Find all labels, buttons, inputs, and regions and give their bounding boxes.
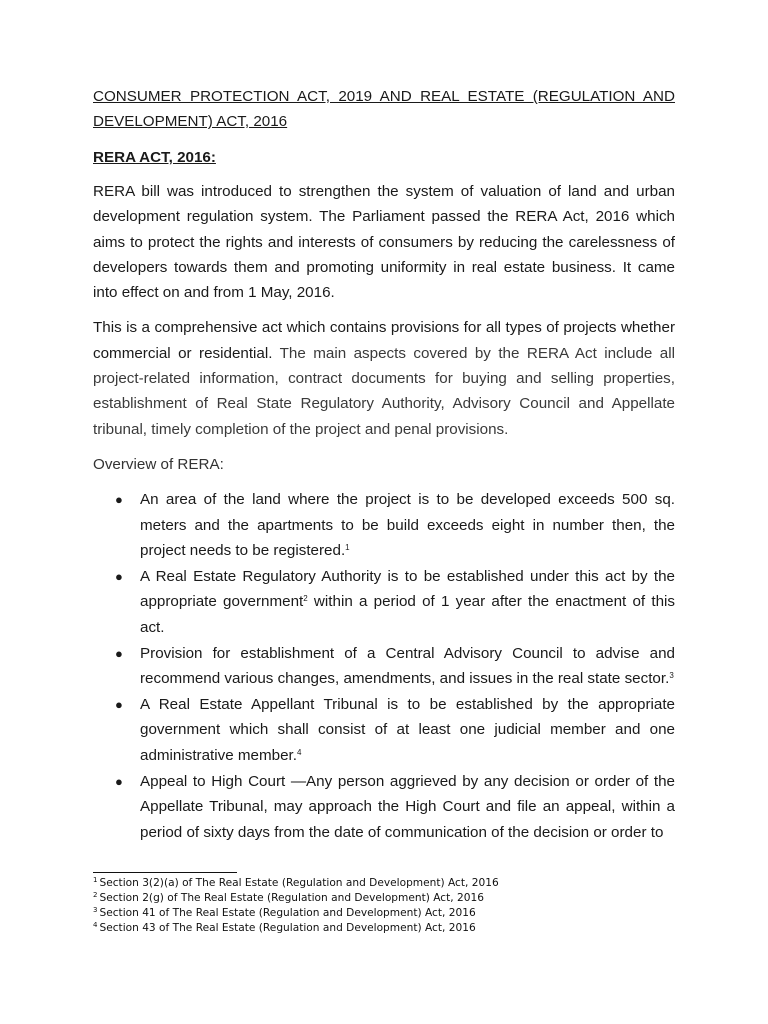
footnote: [93, 921, 675, 936]
overview-label: Overview of RERA:: [93, 455, 224, 473]
list-item: [93, 769, 675, 846]
list-item-text: A Real Estate Appellant Tribunal is to be established by the appropriate government which shall consist of at least one judicial member and one administrative member.: [140, 695, 675, 764]
footnote-text: Section 41 of The Real Estate (Regulation and Development) Act, 2016: [99, 907, 476, 919]
footnote-text: Section 43 of The Real Estate (Regulation and Development) Act, 2016: [99, 922, 476, 934]
scope-paragraph-part-1: This is a comprehensive act which contains provisions for all types of projects whether commercial or residential.: [93, 319, 675, 362]
footnote-number: 1: [93, 876, 98, 884]
document-body: [93, 84, 675, 845]
list-item-text: An area of the land where the project is to be developed exceeds 500 sq. meters and the apartments to be build exceeds eight in number then, the project needs to be registered.: [140, 490, 675, 560]
footnote-text: Section 2(g) of The Real Estate (Regulation and Development) Act, 2016: [99, 892, 484, 904]
title-line-1: CONSUMER PROTECTION ACT, 2019 AND REAL ESTATE (REGULATION AND: [93, 88, 675, 105]
list-item-text: A Real Estate Regulatory Authority is to be established under this act by the appropriate government: [140, 567, 675, 611]
footnote: [93, 906, 675, 921]
list-item: [93, 641, 675, 692]
scope-paragraph: [93, 315, 675, 441]
footnote: [93, 891, 675, 906]
footnote-ref: 1: [345, 543, 350, 553]
footnote-separator: [93, 872, 237, 873]
list-item: [93, 692, 675, 769]
list-item-text: Provision for establishment of a Central Advisory Council to advise and recommend various changes, amendments, and issues in the real state sector.: [140, 644, 675, 688]
bullet-icon: ●: [115, 568, 123, 584]
list-item: [93, 564, 675, 641]
footnotes: [93, 876, 675, 936]
footnote-ref: 2: [303, 594, 308, 604]
footnote-ref: 3: [669, 671, 674, 681]
intro-paragraph: RERA bill was introduced to strengthen the system of valuation of land and urban development regulation system. The Parliament passed the RERA Act, 2016 which aims to protect the rights and interests of consumers by reducing the carelessness of developers towards them and promoting uniformity in real estate business. It came into effect on and from 1 May, 2016.: [93, 183, 675, 302]
document-title: [93, 84, 675, 134]
scope-paragraph-part-2: The main aspects covered by the RERA Act include all project-related information, contract documents for buying and selling properties, establishment of Real State Regulatory Authority, Advisory Council and Appellate tribunal, timely completion of the project and penal provisions.: [93, 344, 675, 438]
footnote: [93, 876, 675, 891]
footnote-number: 4: [93, 921, 98, 929]
list-item-text: Appeal to High Court —Any person aggrieved by any decision or order of the Appellate Tribunal, may approach the High Court and file an appeal, within a period of sixty days from the date of communication of the decision or order to: [140, 772, 675, 841]
title-line-2: DEVELOPMENT) ACT, 2016: [93, 113, 288, 130]
list-item: [93, 487, 675, 564]
footnote-ref: 4: [297, 747, 302, 757]
bullet-icon: ●: [115, 645, 123, 661]
bullet-icon: ●: [115, 696, 123, 712]
footnote-number: 3: [93, 906, 98, 914]
list-item-text-cont: within a period of 1 year after the enactment of this act.: [140, 593, 675, 636]
bullet-icon: ●: [115, 491, 123, 507]
bullet-icon: ●: [115, 773, 123, 789]
footnote-number: 2: [93, 891, 98, 899]
overview-list: [93, 487, 675, 845]
section-heading: RERA ACT, 2016:: [93, 149, 216, 166]
footnote-text: Section 3(2)(a) of The Real Estate (Regulation and Development) Act, 2016: [99, 877, 499, 889]
